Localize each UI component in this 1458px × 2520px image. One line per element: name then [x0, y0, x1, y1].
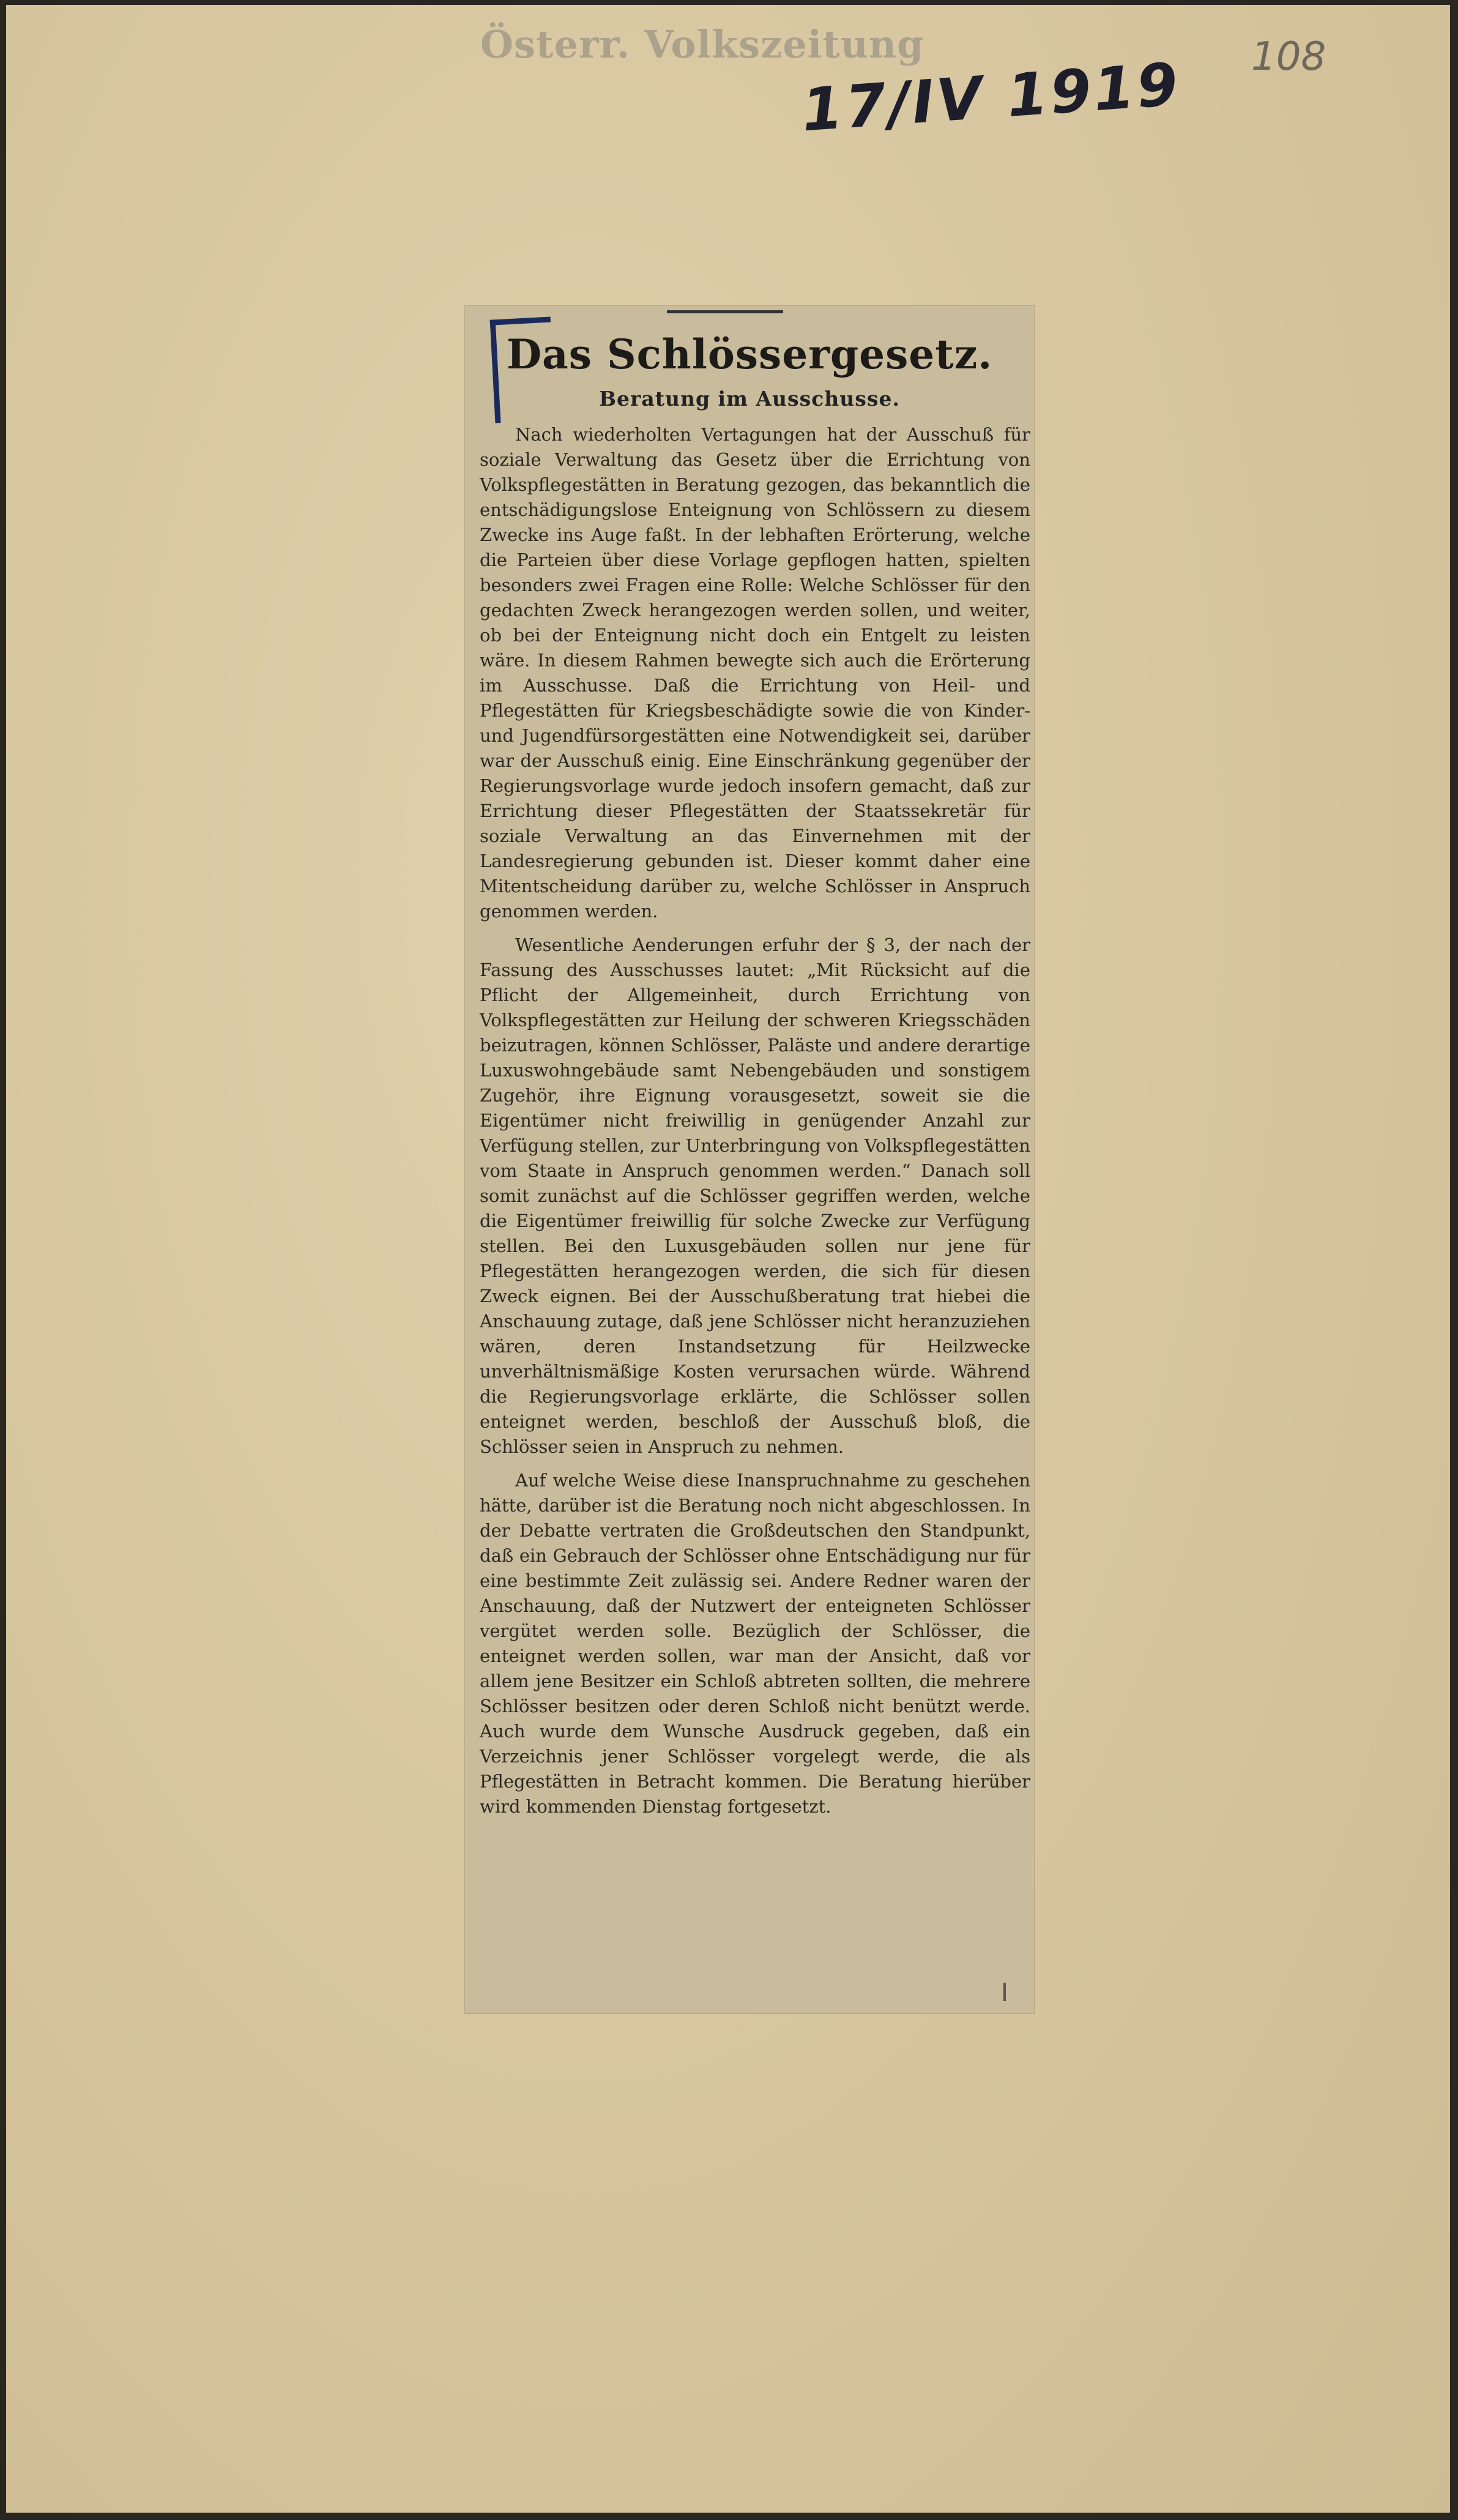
article-paragraph-2: Wesentliche Aenderungen erfuhr der § 3, der nach der Fassung des Ausschusses lautet: „Mit Rücksicht auf die Pflicht der Allgemeinheit, durch Errichtung von Volkspflegestätten zur Heilung der schweren Kriegsschäden beizutragen, können Schlösser, Paläste und andere derartige Luxuswohngebäude samt Nebengebäuden und sonstigem Zugehör, ihre Eignung vorausgesetzt, soweit sie die Eigentümer nicht freiwillig in genügender Anzahl zur Verfügung stellen, zur Unterbringung von Volkspflegestätten vom Staate in Anspruch genommen werden.“ Danach soll somit zunächst auf die Schlösser gegriffen werden, welche die Eigentümer freiwillig für solche Zwecke zur Verfügung stellen. Bei den Luxusgebäuden sollen nur jene für Pflegestätten herangezogen werden, die sich für diesen Zweck eignen. Bei der Ausschußberatung trat hiebei die Anschauung zutage, daß jene Schlösser nicht heranzuziehen wären, deren Instandsetzung für Heilzwecke unverhältnismäßige Kosten verursachen würde. Während die Regierungsvorlage erklärte, die Schlösser sollen enteignet werden, beschloß der Ausschuß bloß, die Schlösser seien in Anspruch zu nehmen. [480, 934, 1030, 1457]
page-number: 108 [1251, 34, 1326, 80]
article-subtitle: Beratung im Ausschusse. [599, 387, 900, 411]
article-paragraph-3: Auf welche Weise diese Inanspruchnahme zu geschehen hätte, darüber ist die Beratung noch nicht abgeschlossen. In der Debatte vertraten die Großdeutschen den Standpunkt, daß ein Gebrauch der Schlösser ohne Entschädigung nur für eine bestimmte Zeit zulässig sei. Andere Redner waren der Anschauung, daß der Nutzwert der enteigneten Schlösser vergütet werden solle. Bezüglich der Schlösser, die enteignet werden sollen, war man der Ansicht, daß vor allem jene Besitzer ein Schloß abtreten sollten, die mehrere Schlösser besitzen oder deren Schloß nicht benützt werde. Auch wurde dem Wunsche Ausdruck gegeben, daß ein Verzeichnis jener Schlösser vorgelegt werde, die als Pflegestätten in Betracht kommen. Die Beratung hierüber wird kommenden Dienstag fortgesetzt. [480, 1470, 1030, 1817]
clipping-top-rule [667, 310, 783, 313]
article-title: Das Schlössergesetz. [506, 330, 993, 378]
article-paragraph-1: Nach wiederholten Vertagungen hat der Ausschuß für soziale Verwaltung das Gesetz über die Errichtung von Volkspflegestätten in Beratung gezogen, das bekanntlich die entschädigungslose Enteignung von Schlössern zu diesem Zwecke ins Auge faßt. In der lebhaften Erörterung, welche die Parteien über diese Vorlage gepflogen hatten, spielten besonders zwei Fragen eine Rolle: Welche Schlösser für den gedachten Zweck herangezogen werden sollen, und weiter, ob bei der Enteignung nicht doch ein Entgelt zu leisten wäre. In diesem Rahmen bewegte sich auch die Erörterung im Ausschusse. Daß die Errichtung von Heil- und Pflegestätten für Kriegsbeschädigte sowie die von Kinder- und Jugendfürsorgestätten eine Notwendigkeit sei, darüber war der Ausschuß einig. Eine Einschränkung gegenüber der Regierungsvorlage wurde jedoch insofern gemacht, daß zur Errichtung dieser Pflegestätten der Staatssekretär für soziale Verwaltung an das Einvernehmen mit der Landesregierung gebunden ist. Dieser kommt daher eine Mitentscheidung darüber zu, welche Schlösser in Anspruch genommen werden. [480, 424, 1030, 922]
newspaper-stamp: Österr. Volkszeitung [480, 22, 924, 67]
handwritten-date: 17/IV 1919 [799, 50, 1183, 145]
clipping-edge-mark [1003, 1983, 1006, 2001]
article-body [480, 422, 1030, 1828]
